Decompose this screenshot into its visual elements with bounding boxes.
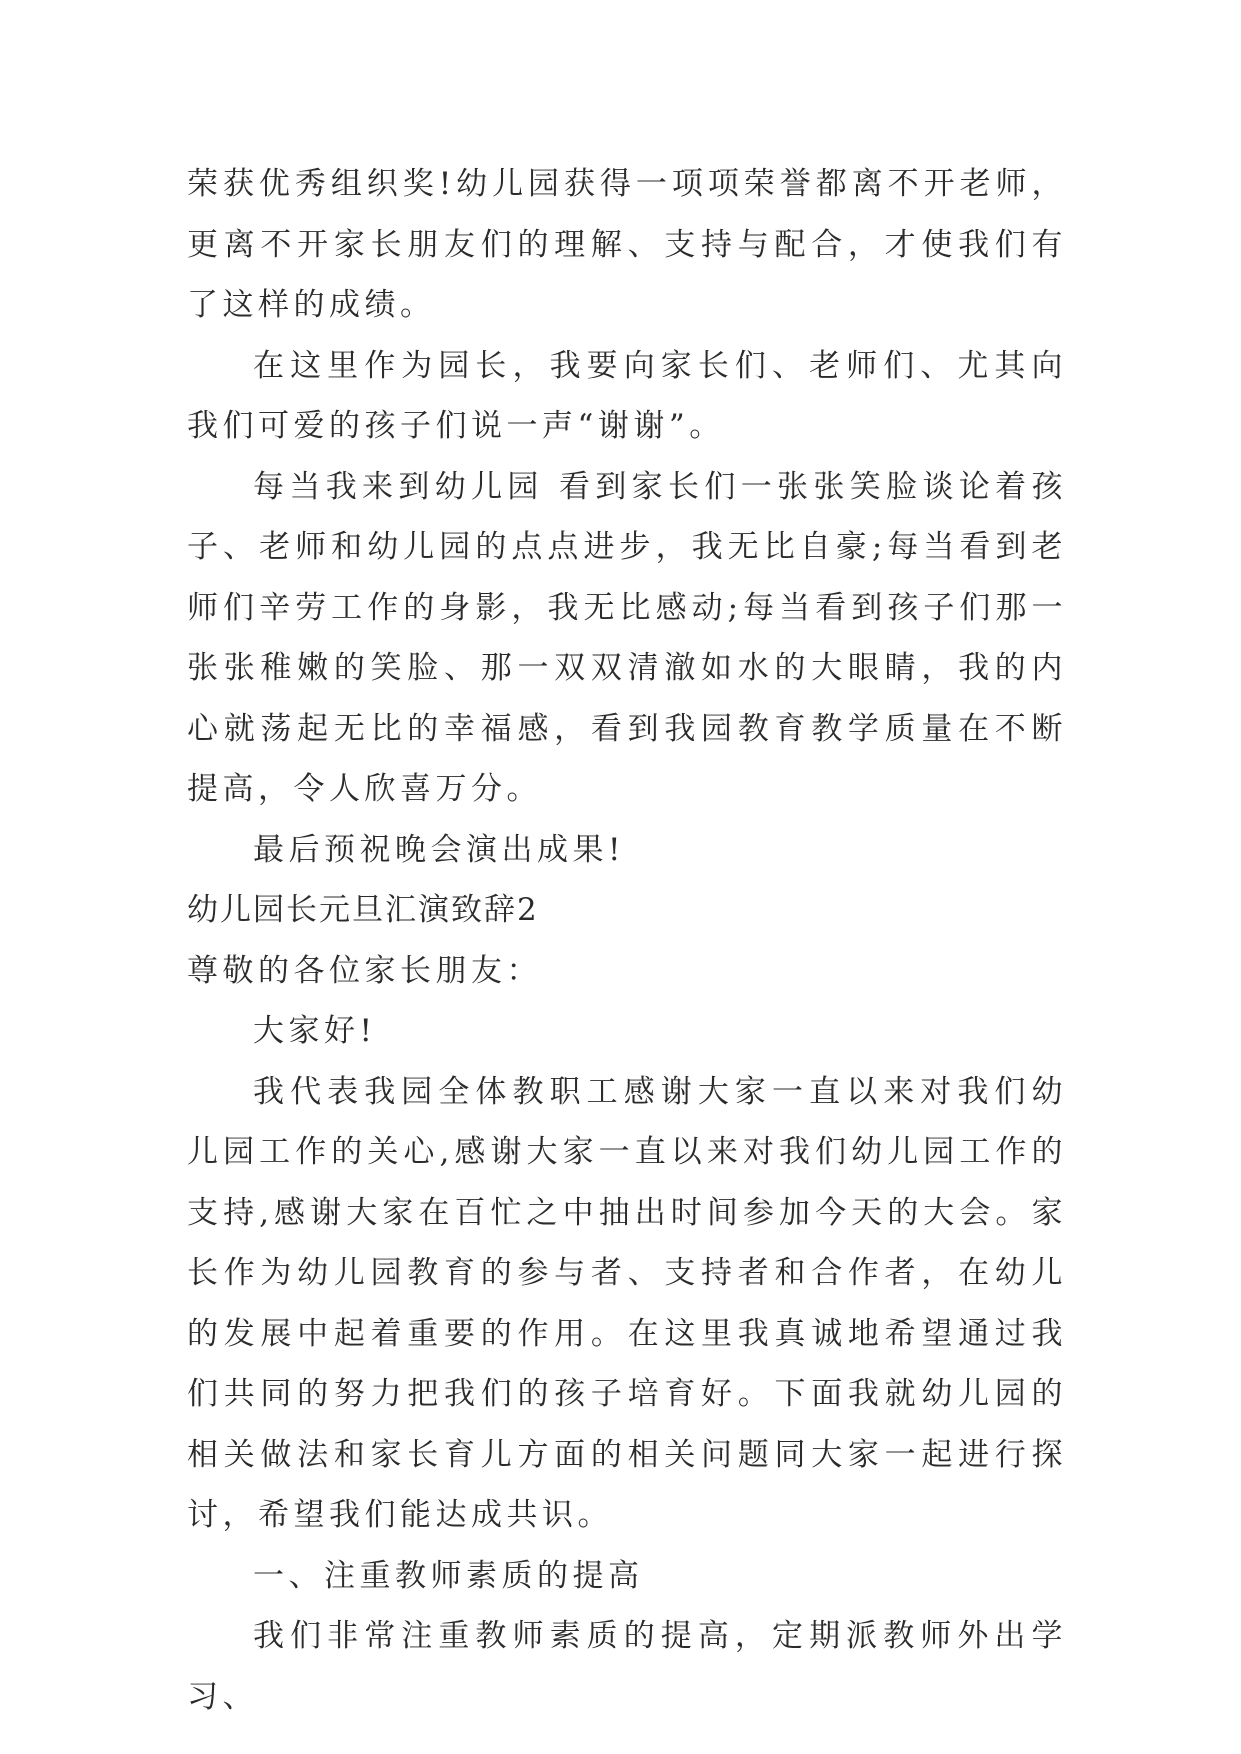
- greeting: 大家好!: [253, 1013, 377, 1049]
- paragraph-teacher-training: 我们非常注重教师素质的提高，定期派教师外出学习、: [187, 1618, 1067, 1715]
- paragraph-closing-wish: 最后预祝晚会演出成果!: [253, 831, 625, 868]
- paragraph-reflection: 每当我来到幼儿园 看到家长们一张张笑脸谈论着孩子、老师和幼儿园的点点进步，我无比自豪;每当看到老师们辛劳工作的身影，我无比感动;每当看到孩子们那一张张稚嫩的笑脸、那一双双清澈如水的大眼睛，我的内心就荡起无比的幸福感，看到我园教育教学质量在不断提高，令人欣喜万分。: [187, 468, 1067, 807]
- paragraph-thanks: 在这里作为园长，我要向家长们、老师们、尤其向我们可爱的孩子们说一声“谢谢”。: [187, 347, 1067, 444]
- document-body: [187, 154, 1067, 1727]
- salutation: 尊敬的各位家长朋友：: [187, 952, 542, 989]
- subheading-teacher-quality: 一、注重教师素质的提高: [253, 1557, 644, 1594]
- paragraph-introduction: 我代表我园全体教职工感谢大家一直以来对我们幼儿园工作的关心,感谢大家一直以来对我们幼儿园工作的支持,感谢大家在百忙之中抽出时间参加今天的大会。家长作为幼儿园教育的参与者、支持者和合作者，在幼儿的发展中起着重要的作用。在这里我真诚地希望通过我们共同的努力把我们的孩子培育好。下面我就幼儿园的相关做法和家长育儿方面的相关问题同大家一起进行探讨，希望我们能达成共识。: [187, 1073, 1067, 1533]
- paragraph-continuation: 荣获优秀组织奖!幼儿园获得一项项荣誉都离不开老师，更离不开家长朋友们的理解、支持与配合，才使我们有了这样的成绩。: [187, 166, 1067, 323]
- section-title: 幼儿园长元旦汇演致辞2: [187, 892, 539, 928]
